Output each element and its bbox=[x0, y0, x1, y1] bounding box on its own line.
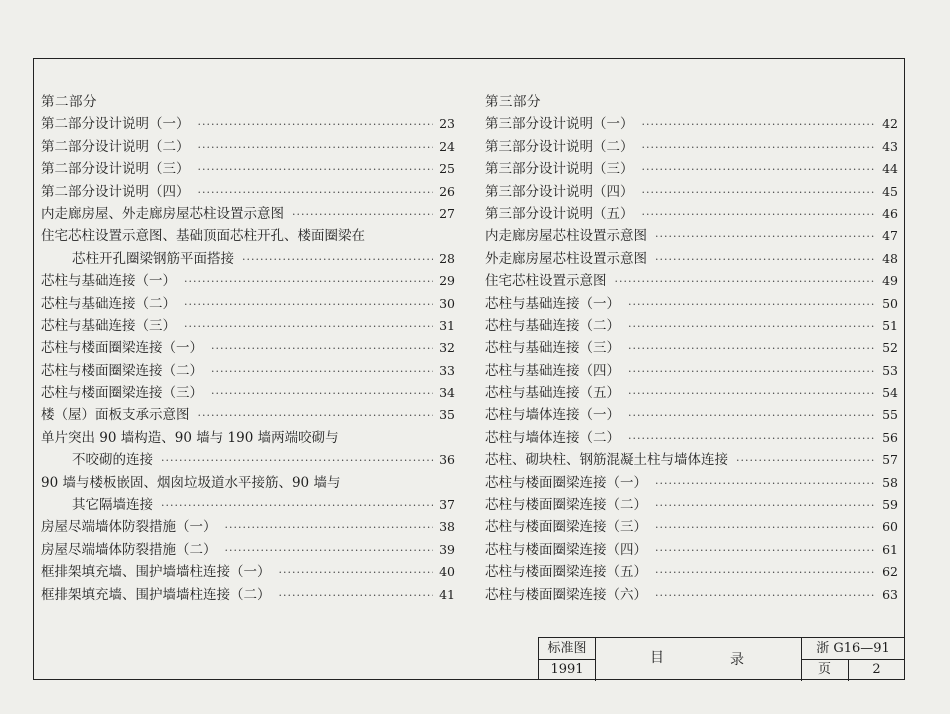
toc-entry-title: 芯柱与楼面圈梁连接（三） bbox=[41, 385, 203, 402]
toc-entry-page: 27 bbox=[439, 205, 455, 221]
toc-entry-page: 54 bbox=[882, 385, 898, 401]
toc-entry-page: 58 bbox=[882, 474, 898, 490]
toc-entry bbox=[485, 293, 898, 315]
toc-entry bbox=[485, 539, 898, 561]
toc-leader-dots bbox=[628, 361, 876, 383]
toc-entry-page: 45 bbox=[882, 183, 898, 199]
toc-entry bbox=[41, 561, 455, 583]
toc-leader-dots bbox=[184, 294, 433, 316]
toc-leader-dots bbox=[655, 562, 876, 584]
toc-entry-page: 61 bbox=[882, 541, 898, 557]
toc-entry bbox=[41, 516, 455, 538]
toc-entry-title: 外走廊房屋芯柱设置示意图 bbox=[485, 250, 647, 267]
toc-leader-dots bbox=[736, 450, 876, 472]
toc-entry bbox=[485, 113, 898, 135]
toc-entry-page: 38 bbox=[439, 519, 455, 535]
toc-entry bbox=[485, 225, 898, 247]
toc-entry bbox=[41, 158, 455, 180]
toc-leader-dots bbox=[161, 495, 433, 517]
toc-entry-page: 60 bbox=[882, 519, 898, 535]
toc-entry-title: 第二部分设计说明（二） bbox=[41, 138, 190, 155]
toc-entry bbox=[485, 337, 898, 359]
toc-leader-dots bbox=[279, 562, 434, 584]
toc-entry bbox=[485, 158, 898, 180]
toc-entry-page: 34 bbox=[439, 385, 455, 401]
toc-entry bbox=[485, 472, 898, 494]
title-char-lu: 录 bbox=[730, 652, 744, 668]
toc-leader-dots bbox=[628, 338, 876, 360]
toc-entry-page: 37 bbox=[439, 497, 455, 513]
toc-entry-page: 46 bbox=[882, 205, 898, 221]
toc-entry bbox=[41, 113, 455, 135]
toc-entry-page: 40 bbox=[439, 564, 455, 580]
toc-entry-title: 芯柱与楼面圈梁连接（三） bbox=[485, 519, 647, 536]
toc-entry-page: 31 bbox=[439, 317, 455, 333]
toc-entry bbox=[485, 427, 898, 449]
toc-entry-title: 芯柱与楼面圈梁连接（二） bbox=[485, 497, 647, 514]
toc-leader-dots bbox=[655, 226, 876, 248]
toc-entry bbox=[41, 472, 455, 494]
toc-entry bbox=[485, 494, 898, 516]
toc-entry bbox=[41, 449, 455, 471]
toc-entry bbox=[41, 382, 455, 404]
toc-leader-dots bbox=[655, 495, 876, 517]
toc-entry-page: 55 bbox=[882, 407, 898, 423]
year-value: 1991 bbox=[550, 662, 584, 677]
toc-leader-dots bbox=[628, 316, 876, 338]
toc-leader-dots bbox=[655, 585, 876, 607]
toc-leader-dots bbox=[628, 383, 876, 405]
toc-leader-dots bbox=[628, 294, 876, 316]
title-block bbox=[538, 637, 905, 680]
toc-entry-page: 26 bbox=[439, 183, 455, 199]
toc-entry bbox=[485, 270, 898, 292]
toc-entry-page: 41 bbox=[439, 586, 455, 602]
drawing-code: 浙 G16—91 bbox=[816, 641, 890, 656]
toc-entry-title: 内走廊房屋、外走廊房屋芯柱设置示意图 bbox=[41, 205, 284, 222]
toc-entry-title: 不咬砌的连接 bbox=[72, 452, 153, 469]
toc-entry-page: 63 bbox=[882, 586, 898, 602]
toc-entry-title: 第三部分设计说明（五） bbox=[485, 205, 634, 222]
toc-entry-page: 52 bbox=[882, 340, 898, 356]
toc-leader-dots bbox=[655, 473, 876, 495]
toc-leader-dots bbox=[642, 204, 877, 226]
toc-leader-dots bbox=[161, 450, 433, 472]
toc-entry-page: 24 bbox=[439, 138, 455, 154]
toc-entry-title: 第三部分设计说明（四） bbox=[485, 183, 634, 200]
toc-leader-dots bbox=[211, 383, 433, 405]
toc-entry-page: 62 bbox=[882, 564, 898, 580]
toc-entry-page: 28 bbox=[439, 250, 455, 266]
toc-entry bbox=[41, 584, 455, 606]
toc-entry bbox=[485, 561, 898, 583]
toc-leader-dots bbox=[198, 137, 434, 159]
toc-entry bbox=[485, 584, 898, 606]
toc-entry-title: 芯柱与楼面圈梁连接（四） bbox=[485, 541, 647, 558]
toc-leader-dots bbox=[198, 182, 434, 204]
toc-entry-title: 芯柱与基础连接（一） bbox=[485, 295, 620, 312]
toc-list-left bbox=[41, 113, 455, 606]
toc-entry bbox=[41, 315, 455, 337]
toc-column-right bbox=[485, 91, 898, 606]
toc-leader-dots bbox=[198, 159, 434, 181]
toc-entry bbox=[41, 270, 455, 292]
toc-entry bbox=[485, 360, 898, 382]
toc-entry-title: 第二部分设计说明（一） bbox=[41, 116, 190, 133]
toc-entry-title: 第三部分设计说明（一） bbox=[485, 116, 634, 133]
toc-entry-title: 房屋尽端墙体防裂措施（二） bbox=[41, 541, 217, 558]
toc-leader-dots bbox=[242, 249, 433, 271]
toc-leader-dots bbox=[628, 428, 876, 450]
toc-entry-page: 53 bbox=[882, 362, 898, 378]
toc-entry bbox=[41, 248, 455, 270]
toc-entry bbox=[485, 248, 898, 270]
toc-entry bbox=[41, 494, 455, 516]
toc-entry bbox=[41, 360, 455, 382]
toc-entry bbox=[41, 293, 455, 315]
toc-entry-title: 住宅芯柱设置示意图 bbox=[485, 273, 607, 290]
toc-leader-dots bbox=[292, 204, 433, 226]
toc-leader-dots bbox=[211, 361, 433, 383]
toc-entry-title: 芯柱与基础连接（二） bbox=[485, 317, 620, 334]
toc-entry-title: 芯柱开孔圈梁钢筋平面搭接 bbox=[72, 250, 234, 267]
toc-entry bbox=[485, 315, 898, 337]
toc-entry-page: 51 bbox=[882, 317, 898, 333]
toc-entry-title: 楼（屋）面板支承示意图 bbox=[41, 407, 190, 424]
toc-entry-title: 住宅芯柱设置示意图、基础顶面芯柱开孔、楼面圈梁在 bbox=[41, 228, 365, 245]
toc-entry-page: 30 bbox=[439, 295, 455, 311]
toc-entry bbox=[485, 181, 898, 203]
toc-entry-page: 44 bbox=[882, 161, 898, 177]
toc-entry-title: 芯柱与基础连接（五） bbox=[485, 385, 620, 402]
toc-leader-dots bbox=[184, 316, 433, 338]
toc-entry bbox=[485, 404, 898, 426]
toc-leader-dots bbox=[655, 517, 876, 539]
toc-entry-title: 框排架填充墙、围护墙墙柱连接（二） bbox=[41, 586, 271, 603]
toc-entry-title: 第二部分设计说明（三） bbox=[41, 161, 190, 178]
toc-leader-dots bbox=[642, 114, 877, 136]
toc-entry bbox=[41, 337, 455, 359]
toc-entry-title: 芯柱与基础连接（一） bbox=[41, 273, 176, 290]
toc-entry-title: 框排架填充墙、围护墙墙柱连接（一） bbox=[41, 564, 271, 581]
toc-entry-title: 芯柱与楼面圈梁连接（二） bbox=[41, 362, 203, 379]
toc-entry-page: 39 bbox=[439, 541, 455, 557]
toc-entry-title: 其它隔墙连接 bbox=[72, 497, 153, 514]
toc-entry-page: 33 bbox=[439, 362, 455, 378]
toc-entry-title: 芯柱与楼面圈梁连接（六） bbox=[485, 586, 647, 603]
toc-leader-dots bbox=[655, 249, 876, 271]
toc-entry-page: 36 bbox=[439, 452, 455, 468]
toc-leader-dots bbox=[628, 405, 876, 427]
toc-entry-title: 芯柱与墙体连接（一） bbox=[485, 407, 620, 424]
toc-entry-page: 43 bbox=[882, 138, 898, 154]
toc-entry-title: 房屋尽端墙体防裂措施（一） bbox=[41, 519, 217, 536]
toc-entry bbox=[485, 516, 898, 538]
standard-drawing-label: 标准图 bbox=[547, 641, 587, 656]
toc-leader-dots bbox=[198, 114, 434, 136]
toc-leader-dots bbox=[642, 137, 877, 159]
toc-entry bbox=[485, 382, 898, 404]
section-heading-part2: 第二部分 bbox=[41, 94, 97, 110]
toc-entry-page: 29 bbox=[439, 273, 455, 289]
toc-entry-title: 芯柱与基础连接（三） bbox=[485, 340, 620, 357]
toc-leader-dots bbox=[198, 405, 434, 427]
toc-entry-title: 芯柱与楼面圈梁连接（一） bbox=[41, 340, 203, 357]
toc-entry-title: 第二部分设计说明（四） bbox=[41, 183, 190, 200]
page-number: 2 bbox=[872, 662, 881, 677]
toc-leader-dots bbox=[279, 585, 434, 607]
toc-leader-dots bbox=[655, 540, 876, 562]
toc-leader-dots bbox=[211, 338, 433, 360]
toc-entry-page: 48 bbox=[882, 250, 898, 266]
toc-entry-page: 23 bbox=[439, 116, 455, 132]
toc-entry-title: 第三部分设计说明（二） bbox=[485, 138, 634, 155]
toc-entry-title: 单片突出 90 墙构造、90 墙与 190 墙两端咬砌与 bbox=[41, 429, 339, 446]
toc-entry bbox=[41, 404, 455, 426]
toc-entry-title: 芯柱与墙体连接（二） bbox=[485, 429, 620, 446]
toc-entry-page: 47 bbox=[882, 228, 898, 244]
section-heading-part3: 第三部分 bbox=[485, 94, 541, 110]
toc-entry-title: 芯柱与楼面圈梁连接（一） bbox=[485, 474, 647, 491]
toc-leader-dots bbox=[642, 159, 877, 181]
toc-entry bbox=[41, 225, 455, 247]
toc-entry bbox=[485, 449, 898, 471]
toc-entry-page: 25 bbox=[439, 161, 455, 177]
toc-entry-title: 90 墙与楼板嵌固、烟囱垃圾道水平接筋、90 墙与 bbox=[41, 474, 341, 491]
toc-entry-page: 35 bbox=[439, 407, 455, 423]
toc-entry-page: 42 bbox=[882, 116, 898, 132]
page-label: 页 bbox=[817, 662, 831, 677]
toc-entry bbox=[485, 136, 898, 158]
toc-entry-page: 32 bbox=[439, 340, 455, 356]
toc-entry-title: 内走廊房屋芯柱设置示意图 bbox=[485, 228, 647, 245]
toc-leader-dots bbox=[225, 540, 434, 562]
toc-entry-title: 芯柱与基础连接（三） bbox=[41, 317, 176, 334]
toc-entry bbox=[41, 203, 455, 225]
toc-entry-title: 芯柱与基础连接（二） bbox=[41, 295, 176, 312]
toc-entry bbox=[41, 181, 455, 203]
toc-entry-page: 49 bbox=[882, 273, 898, 289]
toc-entry-title: 芯柱、砌块柱、钢筋混凝土柱与墙体连接 bbox=[485, 452, 728, 469]
toc-entry-page: 59 bbox=[882, 497, 898, 513]
toc-entry bbox=[485, 203, 898, 225]
toc-entry-page: 50 bbox=[882, 295, 898, 311]
toc-entry-page: 56 bbox=[882, 429, 898, 445]
toc-column-left bbox=[41, 91, 455, 606]
toc-leader-dots bbox=[642, 182, 877, 204]
toc-leader-dots bbox=[225, 517, 434, 539]
toc-entry-title: 芯柱与楼面圈梁连接（五） bbox=[485, 564, 647, 581]
toc-entry-page: 57 bbox=[882, 452, 898, 468]
toc-leader-dots bbox=[615, 271, 877, 293]
title-char-mu: 目 bbox=[650, 650, 664, 666]
toc-leader-dots bbox=[184, 271, 433, 293]
toc-entry bbox=[41, 427, 455, 449]
toc-entry bbox=[41, 136, 455, 158]
toc-entry bbox=[41, 539, 455, 561]
toc-list-right bbox=[485, 113, 898, 606]
toc-entry-title: 第三部分设计说明（三） bbox=[485, 161, 634, 178]
toc-entry-title: 芯柱与基础连接（四） bbox=[485, 362, 620, 379]
